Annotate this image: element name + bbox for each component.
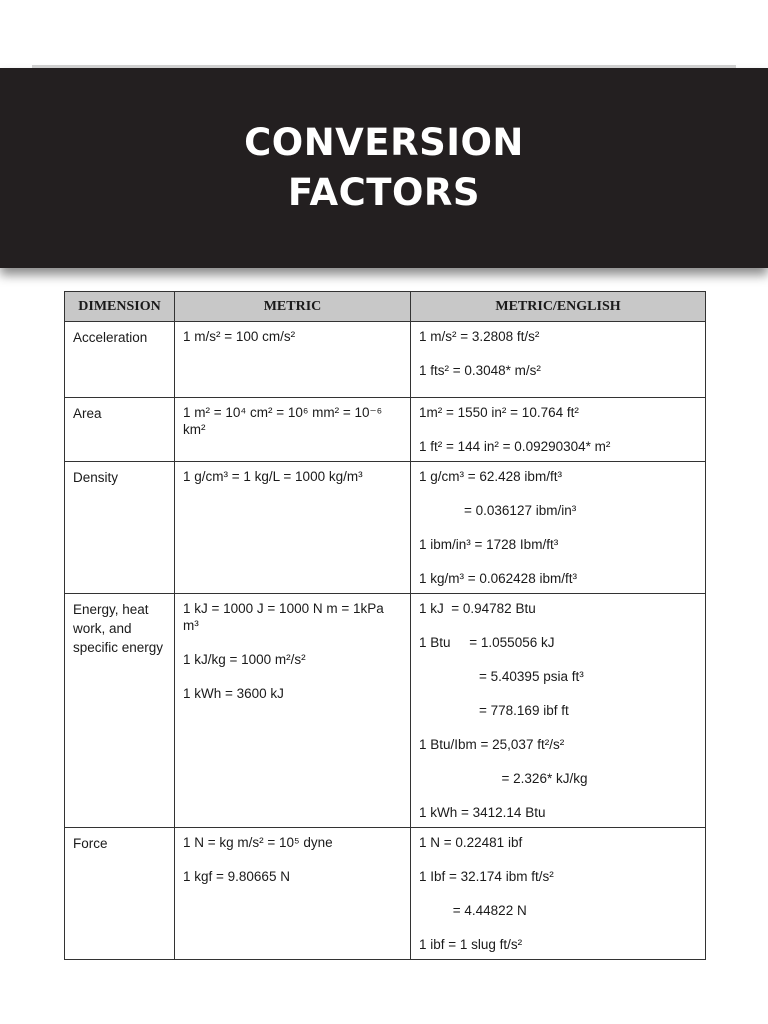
english-value: 1 g/cm³ = 62.428 ibm/ft³ (419, 469, 562, 484)
table-row (65, 322, 706, 398)
metric-value: 1 kWh = 3600 kJ (183, 686, 284, 701)
metric-value: 1 kJ/kg = 1000 m²/s² (183, 652, 306, 667)
english-cell (411, 322, 706, 398)
dimension-cell (65, 594, 175, 828)
english-value: 1 Btu/Ibm = 25,037 ft²/s² (419, 737, 565, 752)
conversion-table (64, 291, 706, 960)
table-row (65, 462, 706, 594)
banner-top-edge (32, 65, 736, 68)
column-header-metric: METRIC (175, 292, 411, 322)
metric-value: 1 m/s² = 100 cm/s² (183, 329, 296, 344)
dimension-label: Force (73, 836, 108, 851)
metric-value: 1 N = kg m/s² = 10⁵ dyne (183, 835, 333, 850)
dimension-cell (65, 462, 175, 594)
english-value: 1 Btu = 1.055056 kJ (419, 635, 555, 650)
metric-cell (175, 462, 411, 594)
page-title-line-1: CONVERSION (244, 121, 524, 164)
english-value: 1 kWh = 3412.14 Btu (419, 805, 546, 820)
english-value: = 4.44822 N (419, 903, 527, 918)
english-value: 1 ibm/in³ = 1728 Ibm/ft³ (419, 537, 559, 552)
english-value: = 778.169 ibf ft (419, 703, 569, 718)
table-row (65, 828, 706, 960)
column-header-metric-english: METRIC/ENGLISH (411, 292, 706, 322)
table-row (65, 594, 706, 828)
english-cell (411, 398, 706, 462)
english-value: 1 ft² = 144 in² = 0.09290304* m² (419, 439, 611, 454)
english-value: 1 N = 0.22481 ibf (419, 835, 523, 850)
metric-cell (175, 828, 411, 960)
dimension-cell (65, 398, 175, 462)
metric-value: 1 m² = 10⁴ cm² = 10⁶ mm² = 10⁻⁶ km² (183, 405, 386, 437)
metric-value: 1 g/cm³ = 1 kg/L = 1000 kg/m³ (183, 469, 363, 484)
dimension-cell (65, 828, 175, 960)
metric-cell (175, 322, 411, 398)
title-banner (0, 68, 768, 268)
metric-cell (175, 594, 411, 828)
english-value: 1 kJ = 0.94782 Btu (419, 601, 536, 616)
dimension-label: Density (73, 470, 119, 485)
dimension-label: Energy, heat work, and specific energy (73, 602, 164, 655)
english-value: 1m² = 1550 in² = 10.764 ft² (419, 405, 579, 420)
dimension-cell (65, 322, 175, 398)
metric-value: 1 kJ = 1000 J = 1000 N m = 1kPa m³ (183, 601, 388, 633)
english-cell (411, 828, 706, 960)
english-value: 1 ibf = 1 slug ft/s² (419, 937, 523, 952)
english-cell (411, 462, 706, 594)
english-value: 1 kg/m³ = 0.062428 ibm/ft³ (419, 571, 577, 586)
english-value: = 2.326* kJ/kg (419, 771, 588, 786)
english-value: 1 m/s² = 3.2808 ft/s² (419, 329, 540, 344)
dimension-label: Area (73, 406, 102, 421)
table-header-row (65, 292, 706, 322)
dimension-label: Acceleration (73, 330, 148, 345)
metric-value: 1 kgf = 9.80665 N (183, 869, 290, 884)
table-row (65, 398, 706, 462)
english-cell (411, 594, 706, 828)
english-value: = 5.40395 psia ft³ (419, 669, 584, 684)
english-value: 1 fts² = 0.3048* m/s² (419, 363, 541, 378)
english-value: 1 Ibf = 32.174 ibm ft/s² (419, 869, 554, 884)
page-title-line-2: FACTORS (287, 171, 481, 214)
metric-cell (175, 398, 411, 462)
column-header-dimension: DIMENSION (65, 292, 175, 322)
english-value: = 0.036127 ibm/in³ (419, 503, 577, 518)
